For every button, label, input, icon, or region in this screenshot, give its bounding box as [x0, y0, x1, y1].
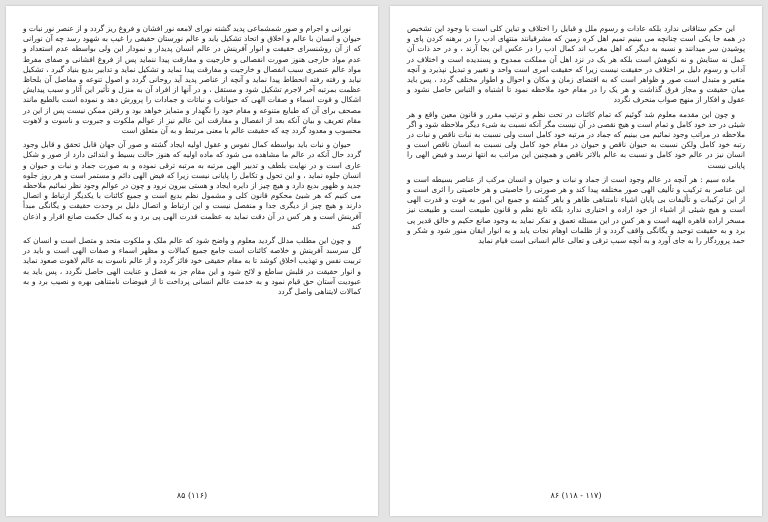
left-paragraph-1: نورانی و اجرام و صور شمشماعی پدید گشته نورای لامعه نور افشان و فروغ ریز گردد و از عنصر نور نبات و حیوان و انسان با عالم و اخلاق و اتحاد تشکیل یابد و عالم نورستان حقیقی را غیب به شهود رسد چه آن نورانی که از آن روشنسرای حقیقت و انوار آفرینش در عالم انسان پدیدار و نمودار این ولی بواسطه عدم استعداد و عدم مواد خارجی هنوز صورت انفصالی و خارجیت و مفارقت پیدا ننماید پس از فروغ افشانی و صفای مفرط مواد عالم عنصری سبب انفصال و خارجیت و مفارقت پیدا نماید و تشکیل نماید و تدابیر بدیع بنیاد گیرد ، تشکیل نیابد و رفته رفته انحطاط پیدا نماید و آنچه از عناصر پدید آید روحانی گردد و اصول تنوعه و مفاصل آن بلحاظ عظمت بمرتبه آخر لاجرم تشکیل شود و مستقل ، و در آنها از افراد آن به منزل و تأثیر این آثار و سبب پیدایش اشکال و قوت اسماء و صفات الهی که حیوانات و نباتات و جمادات را پرورش دهد و نموده است بالطبع مانند مصحف برای آن که طبایع متنوعه و مقام خود را نگهدار و متمایز خواهد بود و رفتن ممکن نیست پس از این در مقام تعریف و بیان آنکه بعد از انفصال و مفارقت این عالم نیز از عوالم ملکوت و جبروت و ناسوت و لاهوت محسوب و معدود گردد چه که حقیقت عالم با معنی مرتبط و به آن متعلق است	[23, 24, 361, 136]
right-page-text	[407, 24, 745, 250]
left-paragraph-2: حیوان و نبات باید بواسطه کمال نفوس و عقول اولیه ایجاد گشته و صور آن جهان قابل تحقق و قابل وجود گردد حال آنکه در عالم ما مشاهده می شود که ماده اولیه که هنوز حالت بسیط و ابتدائی دارد از صور و شکل عاری است و در نهایت بلطف و تدبیر الهی مرتبه به مرتبه ترقی نموده و به صورت جماد و نبات و حیوان و انسان جلوه نماید ، و این تحول و تکامل را پایانی نیست زیرا که فیض الهی دائم و مستمر است و هر روز جلوه جدید و ظهور بدیع دارد و هیچ چیز از دایره ایجاد و هستی بیرون نرود و چون در عوالم وجود نظر نمائیم ملاحظه می کنیم که هر شیئ محکوم قانون کلی و مشمول نظم بدیع است و جمیع کائنات با یکدیگر ارتباط و اتصال دارند و هیچ چیز از دیگری جدا و منفصل نیست و این ارتباط و اتصال دلیل بر وحدت حقیقت و یگانگی مبدأ آفرینش است و هر کس در آن دقت نماید به عظمت قدرت الهی پی برد و به کمال حکمت صانع اقرار و اذعان کند	[23, 140, 361, 231]
right-page-number: ۸۶ (۱۱۸ - ۱۱۷)	[550, 491, 602, 500]
right-paragraph-3: ماده سیم : هر آنچه در عالم وجود است از جماد و نبات و حیوان و انسان مرکب از عناصر بسیطه است و این عناصر به ترکیب و تألیف الهی صور مختلفه پیدا کند و هر صورتی را خاصیتی و هر خاصیتی را اثری است و از این ترکیبات و تألیفات بی پایان اشیاء نامتناهی ظاهر و باهر گشته و جمیع این امور به قوت و قدرت الهی است و هیچ شیئی از اشیاء از خود اراده و اختیاری ندارد بلکه تابع نظم و قانون طبیعت است و طبیعت نیز مسخر اراده قاهره الهیه است و هر کس در این مسئله تعمق و تفکر نماید به وجود صانع حکیم و خالق قدیر پی برد و به حقیقت توحید و یگانگی واقف گردد و از ظلمات اوهام نجات یابد و به انوار ایقان منور شود و شکر و حمد پروردگار را به جای آورد و به آنچه سبب ترقی و تعالی عالم انسانی است قیام نماید	[407, 174, 745, 246]
left-page	[6, 6, 378, 516]
right-paragraph-2: و چون این مقدمه معلوم شد گوئیم که تمام کائنات در تحت نظم و ترتیب مقرر و قانون معین واقع و هر شیئی در حد خود کامل و تمام است و هیچ نقصی در آن نیست مگر آنکه نسبت به شیء دیگر ملاحظه شود و اگر ملاحظه در مراتب وجود نمائیم می بینیم که جماد در مرتبه خود کامل است ولی نسبت به نبات ناقص و نبات در رتبه خود کامل ولکن نسبت به حیوان ناقص و حیوان در مقام خود کامل ولی نسبت به انسان ناقص است و انسان نیز در عالم خود کامل و نسبت به عالم بالاتر ناقص و همچنین این مراتب به انتها نرسد و فیض الهی را پایانی نیست	[407, 109, 745, 170]
left-paragraph-3: و چون این مطلب مدلل گردید معلوم و واضح شود که عالم ملک و ملکوت متحد و متصل است و انسان که گل سرسبد آفرینش و خلاصه کائنات است جامع جمیع کمالات و مظهر اسماء و صفات الهی است و باید در تربیت نفس و تهذیب اخلاق کوشد تا به مقام حقیقی خود فائز گردد و از عالم ناسوت به عالم لاهوت صعود نماید و انوار حقیقت در قلبش ساطع و لائح شود و این مقام جز به فضل و عنایت الهی حاصل نگردد ، پس باید به عبودیت آستان حق قیام نمود و به خدمت عالم انسانی پرداخت تا از فیوضات نامتناهی بهره و نصیب برد و به کمالات لایتناهی واصل گردد	[23, 236, 361, 297]
left-page-number: ۸۵ (۱۱۶)	[176, 491, 208, 500]
right-paragraph-1: این حکم ستاقانی ندارد بلکه عادات و رسوم ملل و قبایل را اختلاف و تباین کلی است با وجود این تشخیص در همه جا یکی است چنانچه می بینیم تمیم اهل کره زمین که مشرقیانند منتهای ادب را در برهنه کردن پای و پوشیدن سر میدانند و نسبه به دیگر که اهل مغرب اند کمال ادب را در عکس این بجا آرند ، و در حد ذات آن عمل نه ستایش و نه نکوهش است بلکه هر یک در نزد اهل آن مملکت ممدوح و پسندیده است و اختلاف در آداب و رسوم دلیل بر اختلاف در حقیقت نیست زیرا که حقیقت امری است واحد و تغییر و تبدیل نپذیرد و آنچه متغیر و متبدل است صور و ظواهر است که به اقتضای زمان و مکان و احوال و اطوار مختلف گردد ، پس باید میان حقیقت و مجاز فرق گذاشت و هر یک را در مقام خود ملاحظه نمود تا اشتباه و التباس حاصل نشود و عقول و افکار از منهج صواب منحرف نگردد	[407, 24, 745, 105]
right-page	[390, 6, 762, 516]
left-page-text	[23, 24, 361, 301]
